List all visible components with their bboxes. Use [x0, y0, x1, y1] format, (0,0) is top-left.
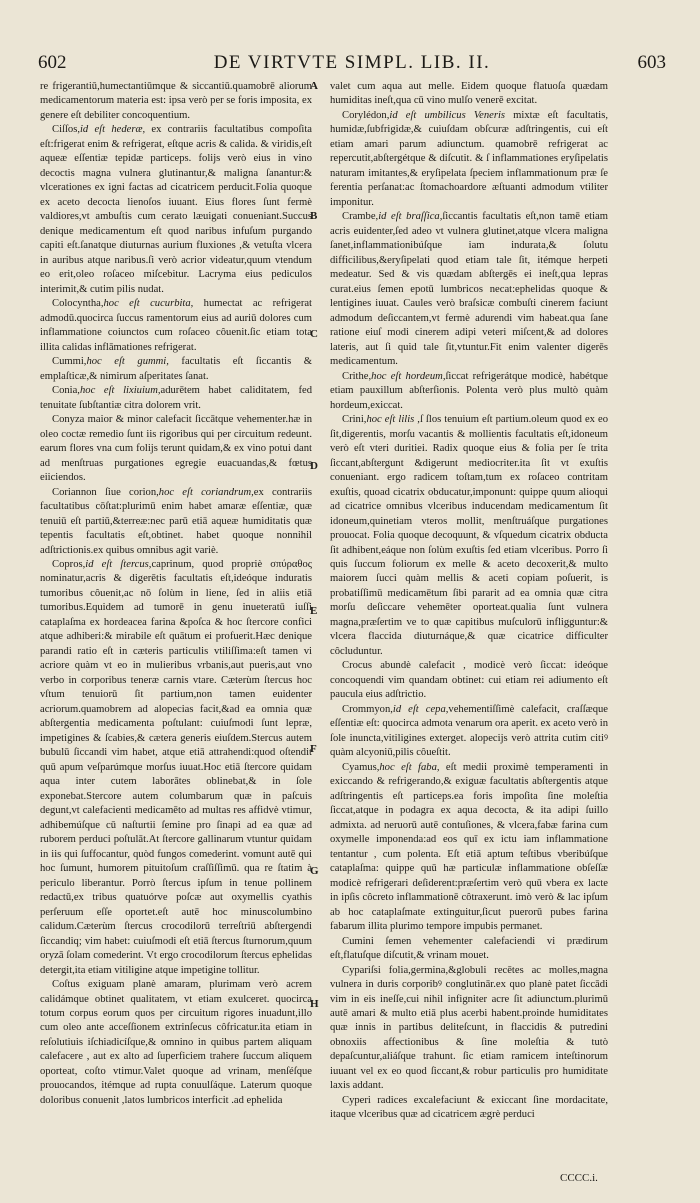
gloss-italic: hoc eſt coriandrum, [158, 486, 254, 498]
gloss-italic: id eſt braſſica, [378, 211, 443, 223]
entry-headword: Conia, [52, 385, 80, 397]
entry-headword: Corylédon, [342, 109, 390, 121]
text-paragraph [330, 964, 608, 1094]
text-paragraph [40, 80, 312, 123]
folio-left: 602 [38, 52, 67, 73]
entry-headword: Conyza [52, 414, 85, 426]
entry-text: adurētem habet caliditatem, fed tenuitate ſubſtantiæ citra dolorem vrit. [40, 385, 312, 411]
text-paragraph [40, 413, 312, 485]
entry-text: abundè calefacit , modicè verò ſiccat: ideóque concoquendi vim quandam obtinet: cui etiam rei adiumento eſt paucula eius adſtrictio. [330, 660, 608, 701]
margin-letter: C [310, 328, 318, 340]
entry-text: ſiccat refrigerátque modicè, habétque etiam pauxillum abſterſionis. Polenta verò plus multò quàm hordeum,exiccat. [330, 370, 608, 411]
entry-headword: Copros, [52, 558, 86, 570]
gloss-italic: id eſt ſtercus, [85, 558, 152, 570]
entry-text: mixtæ eſt facultatis, humidæ,ſubfrigidæ,& cuiuſdam obſcuræ adſtringentis, cui eſt etiam amari parum adiunctum. quamobrē refrigerat ac repercutit,abſtergétque & diſcutit. & ſ inflammationes eryſipelatis naturam imitantes,& eryſipelata ſpeciem inflammationum præ ſe ferentia perſanat:ac ſtomachoardore æſtuanti admodum vtiliter imponitur. [330, 109, 608, 208]
text-paragraph [330, 413, 608, 659]
entry-headword: Colocyntha, [52, 298, 104, 310]
entry-text: vehementiſſimè calefacit, craſſæque eſſentiæ eſt: quocirca admota venarum ora aperit. ex aceto verò in ſole inuncta,vitiligines exterget. alopecijs verò attrita cutim citiꝰ quàm alcyoniū,pilis côueſtit. [330, 703, 608, 759]
text-paragraph [330, 370, 608, 413]
margin-letter: A [310, 80, 318, 92]
entry-text: folia,germina,&globuli recētes ac molles,magna vulnera in duris corporibꝰ conglutinār.ex quo planè patet ſiccādi vim in eis ineſſe,cui nihil infigniter acre ſit adiunctum.plurimū autē amari & multo etiā plus acerbi habent.proinde humiditates quæ innis in partibus deliteſcunt, in flaccidis & putredini obnoxiis affectionibus & ſine moleſtia & tutò depaſcuntur,aliáſque trahunt. ſic etiam ramicem inteſtinorum iuuant vel ex eo quod ſiccant,& robur particulis pro humiditate laxis addant. [330, 964, 608, 1092]
text-paragraph [330, 703, 608, 761]
gloss-italic: hoc eſt lilis [366, 414, 415, 426]
entry-headword: Coriannon [52, 486, 97, 498]
entry-headword: Coſtus [52, 979, 80, 991]
entry-headword: Ciſſos, [52, 124, 80, 136]
gloss-italic: id eſt hederæ, [79, 124, 146, 136]
entry-text: caprinum, quod propriè σπύραθος nominatur,acris & digerētis facultatis eſt,ideóque induratis tumoribus côuenit,ac nō ſolùm in liene, ſed in aliis etiā tumoribus.Equidem ad tumorē in genu inueteratū iuſſi cataplaſma ex hordeacea farina &poſca & hoc ſtercore confici atque adhiberi:& mirabile eſt quātum ei profuerit.Hæc denique parandi ratio eſt in cæteris particulis vtiliſſima:eſt tamen vi acriore quàm vt eo in mulieribus vrbanis,aut pueris,aut vno verbo in corporibus teneræ carnis vtare. Cæterùm ſtercus hoc vſtum tenuiorū ſit partium,non tamen euidenter acriorum.quamobrem ad alopecias facit,&ad ea omnia quæ abſtergentia medicamenta poſtulant: cuiuſmodi ſunt lepræ, impetigines & ſcabies,& cætera generis eiuſdem.Stercus autem bubulū ſiccandi vim habet, atque etiā attrahendi:quod oſtendit quū apum veſparúmque morſus iuuat.Hoc etiā ſtercore quidam aqua inter cutem laborātes oblinebat,& in ſole exponebat.Stercore autem columbarum quæ in paſcuis degunt,vt calefacienti medicamēto ad multas res affidvè vtimur, adhibemúſque cū naſturtii ſemine pro ſinapi ad ea quæ ad ruborem perduci poſtulāt.At ſtercore gallinarum vtuntur quidam in iis qui ſuffocantur, quòd fungos comederint. vomunt autē qui hoc ſumunt, humorem pituitoſum craſſiſſimū. qua re ſtatim à periculo liberantur. Porrò ſtercus ipſum in tenue pollinem redactū,ex tribus quatuórve poſcæ aut oxymellis cyathis perſeruum eſſe oportet.eſt autē hoc minuscolumbino calidum.Cæterùm ſtercus crocodilorū terreſtriū abſtergendi ſiccandiq; vim habet: cuiuſmodi eſt etiā ſtercus ſturnorum,quum oryzā ſolam comederint. Vt ergo crocodilorum ſtercus ephelidas detergit,ita etiam vitiligine atque impetigine tollitur. [40, 558, 312, 976]
folio-right: 603 [637, 52, 666, 73]
entry-headword: Cyperi [342, 1094, 371, 1106]
text-paragraph [330, 80, 608, 109]
entry-text: re frigerantiū,humectantiūmque & siccantiū.quamobrē aliorum medicamentorum materia est: ipsa verò per se foris imposita, ex genere eſt debiliter concoquentium. [40, 81, 312, 121]
entry-headword: Crithe, [342, 370, 372, 382]
entry-text: ex contrariis facultatibus compoſita eſt:frigerat enim & refrigerat, eſtque acris & calida. & viridis,eſt aqueæ eſſentiæ tepidæ particeps. folijs verò eius in vino decoctis magna vulnera glutinantur,& maligna ſanantur:& vlcerationes ex igni factas ad cicatricem perducit.Folia quoque ex aceto decocta lienoſos iuuant. Eius flores ſunt fermè valdiores,vt ambuſtis cum cerato læuigati conueniant.Succus denique medicamentum eſt quod naribus infuſum purgando capiti eſt.ſanatque diuturnas aurium fluxiones ,& vetuſta vlcera in auribus atque naribus.ſi verò acrior videatur,quum vtendum eo erit,oleo roſaceo miſcebitur. Lacryma eius pediculos interimit,& cutim pilis nudat. [40, 124, 312, 295]
text-paragraph [40, 978, 312, 1108]
margin-letter: H [310, 998, 319, 1010]
text-paragraph [40, 355, 312, 384]
running-title: DE VIRTVTE SIMPL. LIB. II. [213, 52, 491, 73]
text-paragraph [330, 761, 608, 935]
entry-headword: Cypariſsi [342, 964, 381, 976]
entry-text: humectat ac refrigerat admodū.quocirca ſuccus ramentorum eius ad auriū dolores cum inflammatione coiunctos cum roſaceo côuenit.ſic etiam tota illita calidas inflāmationes refrigerat. [40, 298, 312, 353]
entry-text: maior & minor calefacit ſiccātque vehementer.hæ in oleo coctæ remedio ſunt iis rigoribus qui per circuitum redeunt. earum flores vna cum folijs terunt quidam,& ex vino potui dant ad menſtruas purgationes egregie euacuandas,& fœtus eiiciendos. [40, 414, 312, 484]
entry-text: exiguam planè amaram, plurimam verò acrem calidámque obtinet qualitatem, vt etiam exulceret. quocirca totum corpus eorum quos per circuitum rigores inuadunt,illo cum oleo ante acceſſionem extrinſecus côfricatur.ita etiam in reſolutiuis iſchiadicíſque,& omnino in quibus partem aliquam calefacere , aut ex alto ad ſuperficiem trahere ſuccum aliquem oporteat, coſto vtimur.Valet quoque ad vrinam, menſéſque prouocandos, itémque ad rupta conuulſáque. Laterum quoque doloribus conuenit ,latos lumbricos interficit .ad ephelida [40, 979, 312, 1106]
gloss-italic: id eſt cepa, [392, 703, 449, 715]
page-header [38, 52, 666, 78]
gloss-italic: id eſt umbilicus Veneris [389, 109, 506, 121]
margin-letter: B [310, 210, 318, 222]
entry-text: ſiue corion, [96, 486, 159, 498]
section-margin-letters [306, 80, 330, 1170]
entry-headword: Crommyon, [342, 703, 393, 715]
text-paragraph [330, 109, 608, 210]
gloss-italic: hoc eſt cucurbita, [103, 298, 194, 310]
entry-text: radices excalefaciunt & exiccant ſine mordacitate, itaque vlceribus quæ ad cicatricem ægrè perduci [330, 1094, 608, 1121]
entry-headword: Cumini [342, 935, 374, 947]
entry-headword: Cummi, [52, 356, 87, 368]
text-paragraph [40, 558, 312, 978]
text-paragraph [40, 297, 312, 355]
entry-headword: Cyamus, [342, 761, 380, 773]
right-text-column [330, 80, 608, 1170]
entry-headword: Crocus [342, 660, 373, 672]
text-paragraph [330, 210, 608, 369]
entry-text: ,ſ ſlos tenuium eſt partium.oleum quod ex eo ſit,digerentis, morſu vacantis & mollientis facultatis eſt,idoneum verò eſt vteri duritiei. Radix quoque eius & folia per ſe trita ſiccant,abſtergunt &digerunt mediocriter.ita ſit vt exuſtis conueniant. ergo radicem toſtam,tum ex roſaceo contritam exuſtis, quoad cicatrix obducatur,imponunt: quippe quum alioqui ad cicatrice omnibus vlceribus inducendam medicamentum ſit idoneum,quinetiam vteros mollit, menſtruáſque purgationes prouocat. Folia quoque decoquunt, & vſquedum cicatrix obducta ſit adhibent,eáque non ſolùm exuſtis ſed etiam vlceribus. Porro ſi quis ſuccum foliorum ex melle & aceto decoxerit,& multo maiorem ſucci quàm mellis & aceti copiam poſuerit, is probatiſſimū medicamētum ſibi pararit ad ea omnia quæ citra morſu deſiccare vehemēter oporteat.qualia ſunt vulnera magna,præſertim ve to quæ capitibus muſculorū infligguntur:& vlcera flaccida diuturnáque,& quæ cicatrice difficulter côcluduntur. [330, 414, 608, 657]
left-text-column [40, 80, 312, 1170]
entry-text: valet cum aqua aut melle. Eidem quoque flatuoſa quædam humiditas ineſt,qua cū vino mulſo venerē excitat. [330, 81, 608, 107]
entry-text: ſemen vehementer calefaciendi vi prædirum eſt,flatuſque diſcutit,& vrinam mouet. [330, 935, 608, 962]
gloss-italic: hoc eſt faba, [379, 761, 440, 773]
gloss-italic: hoc eſt gummi, [86, 356, 169, 368]
entry-text: eſt medii proximè temperamenti in exiccando & refrigerando,& exiguæ facultatis abſtergentis atque adſtringentis eſt particeps.ea foris impoſita ſine moleſtia ſiccat,atque in podagra ex aqua decocta, & ita adipi ſuillo admixta. ad neruorū autē contuſiones, & vlcera,fabæ farina cum oxymelle imponenda:ad eos quī ex ictu iam inflammatione tentantur , cum polenta. Eſt etiā aptum teſtibus vberibúſque cataplaſma: quippe quū hæ particulæ inflammatione obſeſſæ modicè refrigerari deſiderent:præſertim verò quū vbera ex lacte in ipſis côcreto inflammationē côtraxerunt. imò verò & lac ipſum ab hoc cataplaſmate extinguitur,ſicut puerorū pubes farina fabarum illita plurimo tempore impubis permanet. [330, 761, 608, 933]
signature-mark: CCCC.i. [560, 1172, 598, 1184]
gloss-italic: hoc eſt hordeum, [371, 370, 446, 382]
margin-letter: D [310, 460, 318, 472]
gloss-italic: hoc eſt lixiuium, [79, 385, 161, 397]
text-paragraph [330, 659, 608, 702]
margin-letter: F [310, 743, 317, 755]
margin-letter: E [310, 605, 318, 617]
entry-headword: Crini, [342, 414, 367, 426]
text-paragraph [330, 1094, 608, 1123]
entry-text: ſiccantis facultatis eſt,non tamē etiam acris euidenter,ſed adeo vt vulnera glutinet,atque vlcera maligna ſanet,inflammationibúſque iam indurata,& ſolutu difficilibus,&eryſipelati quod etiam tale ſit, itémque herpeti medeatur. Sed & vis quædam abſtergēs ei ineſt,qua lepras curat.eius ſemen epotū lumbricos necat:ephelidas quoque & lentigines iuuat. Caules verò braſsicæ combuſti cinerem faciunt admodum deſiccantem,vt fermè adurendi vim habeat.qua ſane ratione eiuſ modi cinerem adipi veteri miſcent,& ad dolores lateris, aut ſi quid tale ſit,vtuntur.Fit enim valenter digerēs medicamentum. [330, 211, 608, 368]
text-paragraph [40, 384, 312, 413]
text-paragraph [40, 123, 312, 297]
text-paragraph [40, 486, 312, 558]
text-paragraph [330, 935, 608, 964]
entry-text: ex contrariis facultatibus cōſtat:plurimū enim habet amaræ eſſentiæ, quæ tenuiū eſt partiū,&terreæ:nec parū etiā aqueæ humiditatis quæ tepentis facultatis eſt,obtinet. habet quoque nonnihil adſtrictionis.ex quibus omnibus agit variè. [40, 486, 312, 556]
entry-headword: Crambe, [342, 211, 379, 223]
entry-text: facultatis eſt ſiccantis & emplaſticæ,& nimirum aſperitates ſanat. [40, 356, 312, 382]
margin-letter: G [310, 865, 319, 877]
